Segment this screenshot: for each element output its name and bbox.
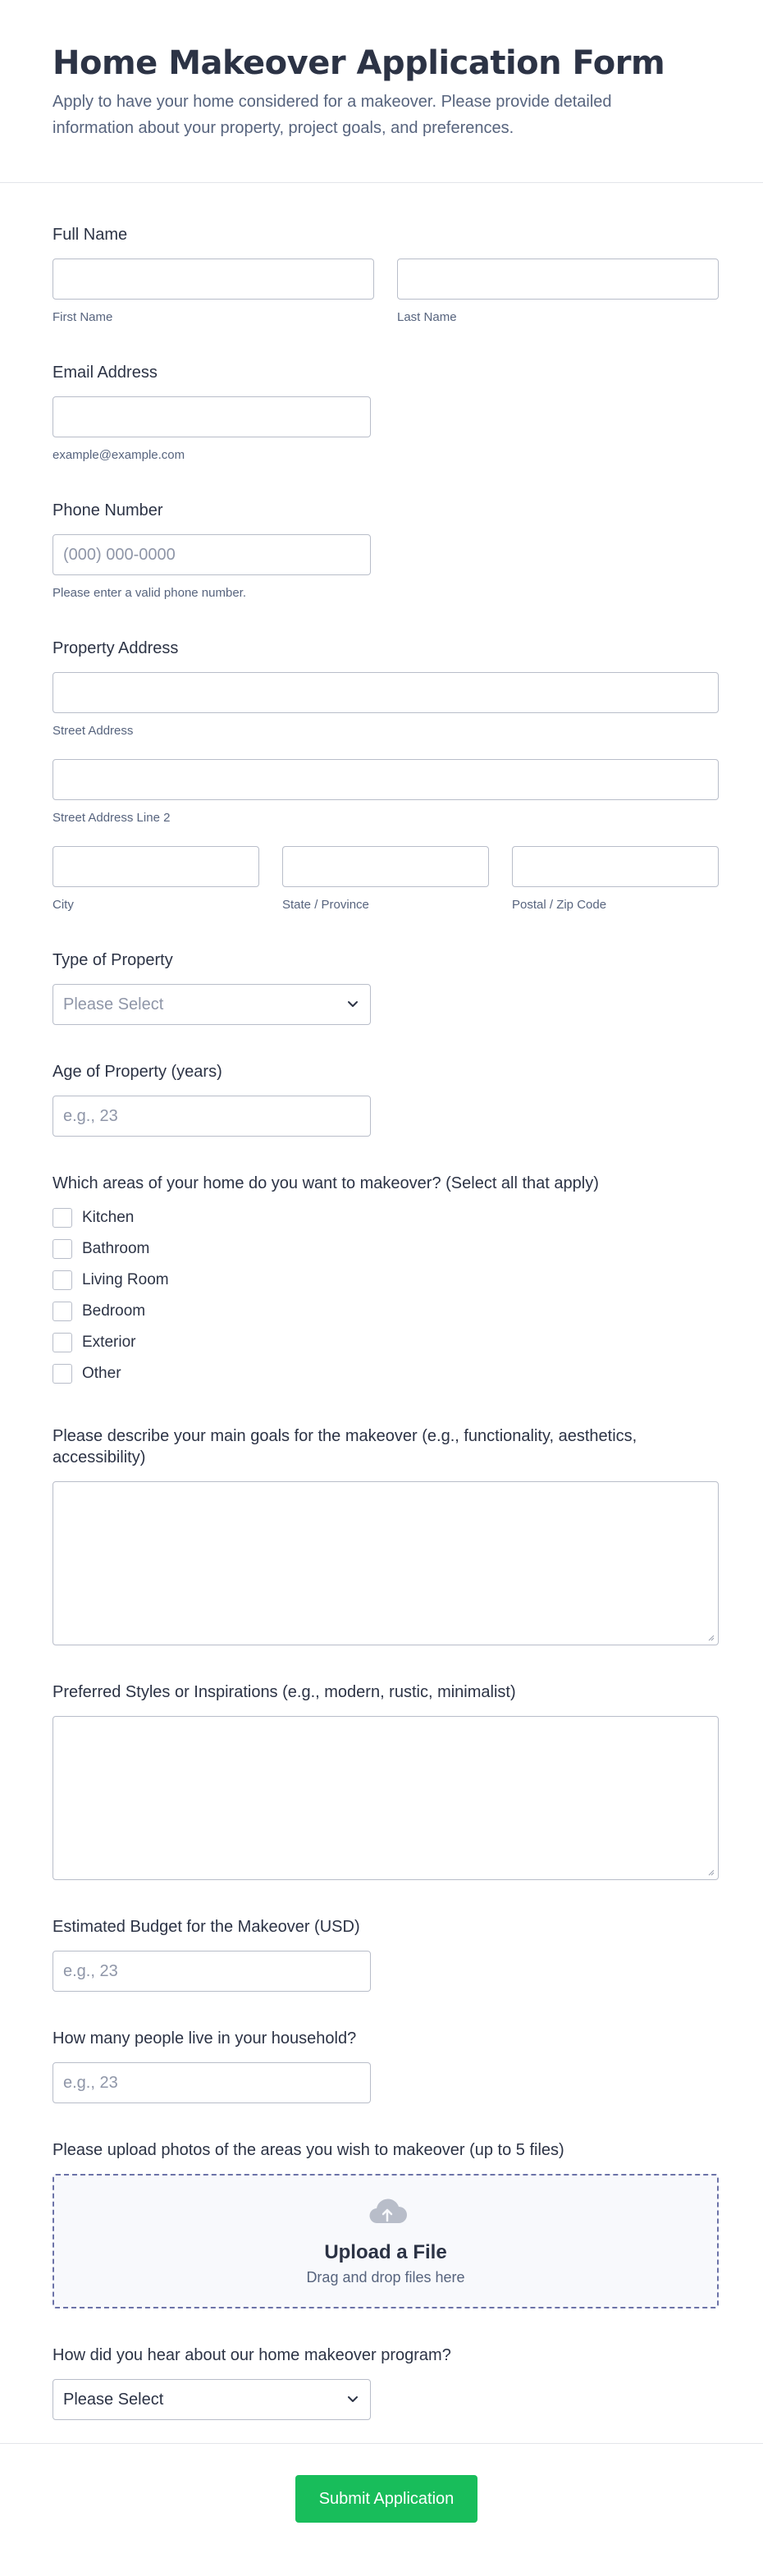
- area-option-exterior[interactable]: [53, 1327, 710, 1358]
- checkbox[interactable]: [53, 1364, 72, 1384]
- chevron-down-icon: [345, 996, 360, 1011]
- cloud-upload-icon: [366, 2197, 409, 2226]
- zip-input[interactable]: [512, 846, 719, 887]
- budget-label: Estimated Budget for the Makeover (USD): [53, 1918, 360, 1936]
- area-option-bathroom[interactable]: [53, 1233, 710, 1265]
- makeover-goals-field: [53, 1425, 710, 1645]
- first-name-sublabel: First Name: [53, 310, 113, 324]
- budget-field: [53, 1916, 710, 1992]
- property-type-label: Type of Property: [53, 951, 173, 969]
- referral-value: Please Select: [63, 2391, 164, 2409]
- makeover-goals-label: Please describe your main goals for the makeover (e.g., functionality, aesthetics, accessibility): [53, 1427, 637, 1466]
- phone-label: Phone Number: [53, 501, 163, 519]
- checkbox[interactable]: [53, 1239, 72, 1259]
- area-option-kitchen[interactable]: [53, 1202, 710, 1233]
- checkbox[interactable]: [53, 1302, 72, 1321]
- form-header: [0, 0, 763, 183]
- makeover-areas-label: Which areas of your home do you want to makeover? (Select all that apply): [53, 1174, 599, 1192]
- property-age-field: [53, 1061, 710, 1137]
- area-option-label: Living Room: [82, 1271, 169, 1288]
- preferred-styles-label: Preferred Styles or Inspirations (e.g., modern, rustic, minimalist): [53, 1683, 516, 1701]
- preferred-styles-field: [53, 1681, 710, 1880]
- email-label: Email Address: [53, 364, 158, 382]
- area-option-label: Exterior: [82, 1334, 136, 1351]
- email-sublabel: example@example.com: [53, 448, 185, 462]
- budget-input[interactable]: [53, 1951, 371, 1992]
- household-label: How many people live in your household?: [53, 2029, 357, 2048]
- form-description: Apply to have your home considered for a makeover. Please provide detailed information about your property, project goals, and preferences.: [53, 93, 612, 137]
- state-sublabel: State / Province: [282, 898, 369, 912]
- area-option-label: Bathroom: [82, 1240, 150, 1257]
- full-name-label: Full Name: [53, 226, 128, 244]
- last-name-input[interactable]: [397, 259, 719, 300]
- area-option-label: Kitchen: [82, 1209, 135, 1226]
- form-footer: [0, 2443, 763, 2542]
- makeover-areas-list: [53, 1202, 710, 1389]
- household-input[interactable]: [53, 2062, 371, 2103]
- form-title: Home Makeover Application Form: [53, 44, 665, 82]
- phone-sublabel: Please enter a valid phone number.: [53, 586, 246, 600]
- referral-select[interactable]: [53, 2379, 371, 2420]
- city-input[interactable]: [53, 846, 259, 887]
- email-field: [53, 362, 710, 464]
- property-age-input[interactable]: [53, 1096, 371, 1137]
- property-type-field: [53, 949, 710, 1025]
- state-input[interactable]: [282, 846, 489, 887]
- property-age-label: Age of Property (years): [53, 1063, 222, 1081]
- area-option-label: Bedroom: [82, 1302, 146, 1320]
- checkbox[interactable]: [53, 1333, 72, 1352]
- area-option-bedroom[interactable]: [53, 1296, 710, 1327]
- checkbox[interactable]: [53, 1270, 72, 1290]
- resize-grip-icon[interactable]: [708, 1635, 715, 1641]
- area-option-other[interactable]: [53, 1358, 710, 1389]
- property-type-select[interactable]: [53, 984, 371, 1025]
- first-name-input[interactable]: [53, 259, 374, 300]
- referral-label: How did you hear about our home makeover program?: [53, 2346, 451, 2364]
- area-option-label: Other: [82, 1365, 121, 1382]
- upload-title: Upload a File: [324, 2241, 447, 2263]
- property-type-value: Please Select: [63, 995, 164, 1013]
- makeover-areas-field: [53, 1173, 710, 1389]
- property-address-field: [53, 638, 710, 913]
- street-address-line2-input[interactable]: [53, 759, 719, 800]
- makeover-goals-textarea[interactable]: [53, 1481, 719, 1645]
- area-option-living-room[interactable]: [53, 1265, 710, 1296]
- last-name-sublabel: Last Name: [397, 310, 457, 324]
- file-dropzone[interactable]: [53, 2174, 719, 2308]
- zip-sublabel: Postal / Zip Code: [512, 898, 607, 912]
- submit-application-button[interactable]: Submit Application: [295, 2475, 477, 2523]
- upload-subtitle: Drag and drop files here: [306, 2269, 465, 2285]
- checkbox[interactable]: [53, 1208, 72, 1228]
- chevron-down-icon: [345, 2391, 360, 2406]
- photo-upload-label: Please upload photos of the areas you wish to makeover (up to 5 files): [53, 2141, 564, 2159]
- full-name-field: [53, 224, 710, 326]
- photo-upload-field: [53, 2139, 710, 2308]
- phone-input[interactable]: [53, 534, 371, 575]
- street-address-sublabel: Street Address: [53, 724, 134, 738]
- referral-field: [53, 2345, 710, 2420]
- email-input[interactable]: [53, 396, 371, 437]
- phone-field: [53, 500, 710, 602]
- city-sublabel: City: [53, 898, 74, 912]
- property-address-label: Property Address: [53, 639, 179, 657]
- street-address-input[interactable]: [53, 672, 719, 713]
- household-field: [53, 2028, 710, 2103]
- application-form: [0, 224, 763, 2420]
- resize-grip-icon[interactable]: [708, 1869, 715, 1876]
- street-address-line2-sublabel: Street Address Line 2: [53, 811, 171, 825]
- preferred-styles-textarea[interactable]: [53, 1716, 719, 1880]
